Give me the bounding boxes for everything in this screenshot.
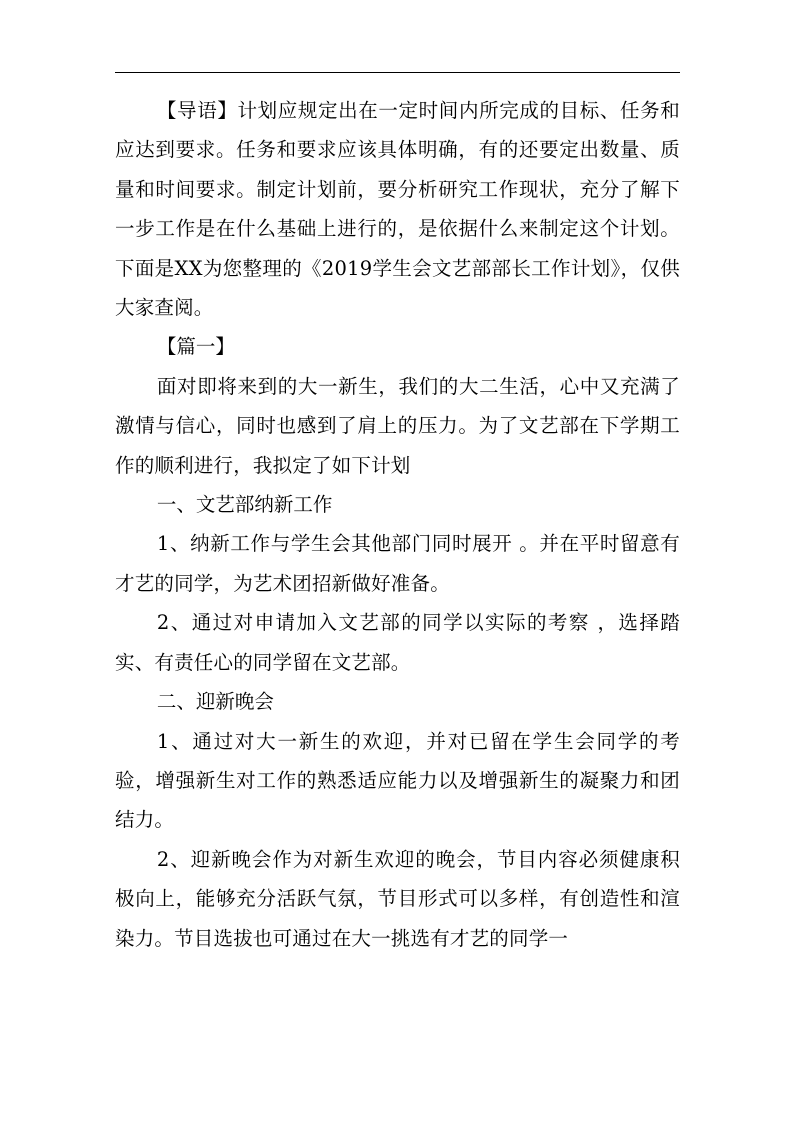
item-welcome-party-2: 2、迎新晚会作为对新生欢迎的晚会，节目内容必须健康积极向上，能够充分活跃气氛，节目形式可以多样，有创造性和渲染力。节目选拔也可通过在大一挑选有才艺的同学一 (115, 847, 680, 950)
header-rule (115, 72, 680, 73)
heading-welcome-party: 二、迎新晚会 (156, 690, 274, 714)
item-recruitment-1: 1、纳新工作与学生会其他部门同时展开 。并在平时留意有才艺的同学，为艺术团招新做好准备。 (115, 532, 680, 595)
heading-recruitment: 一、文艺部纳新工作 (156, 493, 333, 517)
section-title: 【篇一】 (156, 335, 235, 359)
item-recruitment-2: 2、通过对申请加入文艺部的同学以实际的考察 ，选择踏实、有责任心的同学留在文艺部。 (115, 611, 680, 674)
document-body (115, 91, 680, 958)
opening-paragraph: 面对即将来到的大一新生，我们的大二生活，心中又充满了激情与信心，同时也感到了肩上的压力。为了文艺部在下学期工作的顺利进行，我拟定了如下计划 (115, 374, 680, 477)
item-welcome-party-1: 1、通过对大一新生的欢迎，并对已留在学生会同学的考验，增强新生对工作的熟悉适应能力以及增强新生的凝聚力和团结力。 (115, 729, 680, 832)
intro-paragraph: 【导语】计划应规定出在一定时间内所完成的目标、任务和应达到要求。任务和要求应该具体明确，有的还要定出数量、质量和时间要求。制定计划前，要分析研究工作现状，充分了解下一步工作是在什么基础上进行的，是依据什么来制定这个计划。下面是XX为您整理的《2019学生会文艺部部长工作计划》，仅供大家查阅。 (115, 99, 680, 320)
